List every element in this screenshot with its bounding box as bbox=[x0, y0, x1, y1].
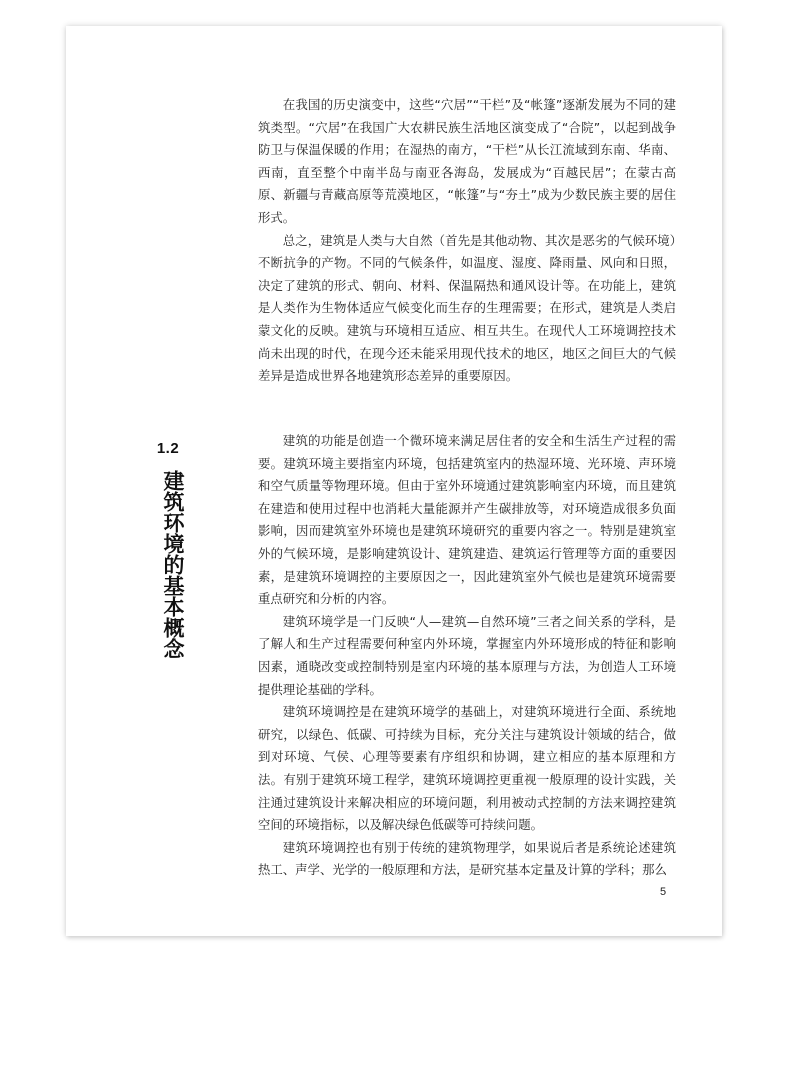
paragraph: 总之，建筑是人类与大自然（首先是其他动物、其次是恶劣的气候环境）不断抗争的产物。不同的气候条件，如温度、湿度、降雨量、风向和日照，决定了建筑的形式、朝向、材料、保温隔热和通风设计等。在功能上，建筑是人类作为生物体适应气候变化而生存的生理需要；在形式，建筑是人类启蒙文化的反映。建筑与环境相互适应、相互共生。在现代人工环境调控技术尚未出现的时代，在现今还未能采用现代技术的地区，地区之间巨大的气候差异是造成世界各地建筑形态差异的重要原因。 bbox=[258, 232, 676, 384]
section-title: 建筑环境的基本概念 bbox=[161, 469, 185, 659]
paragraph: 建筑环境学是一门反映“人—建筑—自然环境”三者之间关系的学科，是了解人和生产过程需要何种室内外环境，掌握室内外环境形成的特征和影响因素，通晓改变或控制特别是室内环境的基本原理与方法，为创造人工环境提供理论基础的学科。 bbox=[258, 613, 676, 697]
paragraph: 建筑环境调控也有别于传统的建筑物理学，如果说后者是系统论述建筑热工、声学、光学的一般原理和方法，是研究基本定量及计算的学科；那么 bbox=[258, 839, 676, 878]
page-number: 5 bbox=[660, 886, 667, 898]
paragraph: 建筑的功能是创造一个微环境来满足居住者的安全和生活生产过程的需要。建筑环境主要指室内环境，包括建筑室内的热湿环境、光环境、声环境和空气质量等物理环境。但由于室外环境通过建筑影响室内环境，而且建筑在建造和使用过程中也消耗大量能源并产生碳排放等，对环境造成很多负面影响，因而建筑室外环境也是建筑环境研究的重要内容之一。特别是建筑室外的气候环境，是影响建筑设计、建筑建造、建筑运行管理等方面的重要因素，是建筑环境调控的主要原因之一，因此建筑室外气候也是建筑环境需要重点研究和分析的内容。 bbox=[258, 433, 676, 607]
paragraph: 在我国的历史演变中，这些“穴居”“干栏”及“帐篷”逐渐发展为不同的建筑类型。“穴居”在我国广大农耕民族生活地区演变成了“合院”，以起到战争防卫与保温保暖的作用；在湿热的南方，“干栏”从长江流域到东南、华南、西南，直至整个中南半岛与南亚各海岛，发展成为“百越民居”；在蒙古高原、新疆与青藏高原等荒漠地区，“帐篷”与“夯土”成为少数民族主要的居住形式。 bbox=[258, 97, 676, 225]
section-number: 1.2 bbox=[156, 440, 180, 457]
paragraph: 建筑环境调控是在建筑环境学的基础上，对建筑环境进行全面、系统地研究，以绿色、低碳、可持续为目标，充分关注与建筑设计领域的结合，做到对环境、气侯、心理等要素有序组织和协调，建立相应的基本原理和方法。有别于建筑环境工程学，建筑环境调控更重视一般原理的设计实践，关注通过建筑设计来解决相应的环境问题，利用被动式控制的方法来调控建筑空间的环境指标，以及解决绿色低碳等可持续问题。 bbox=[258, 704, 676, 833]
body-text-top bbox=[258, 94, 676, 388]
body-text-section bbox=[258, 430, 676, 882]
